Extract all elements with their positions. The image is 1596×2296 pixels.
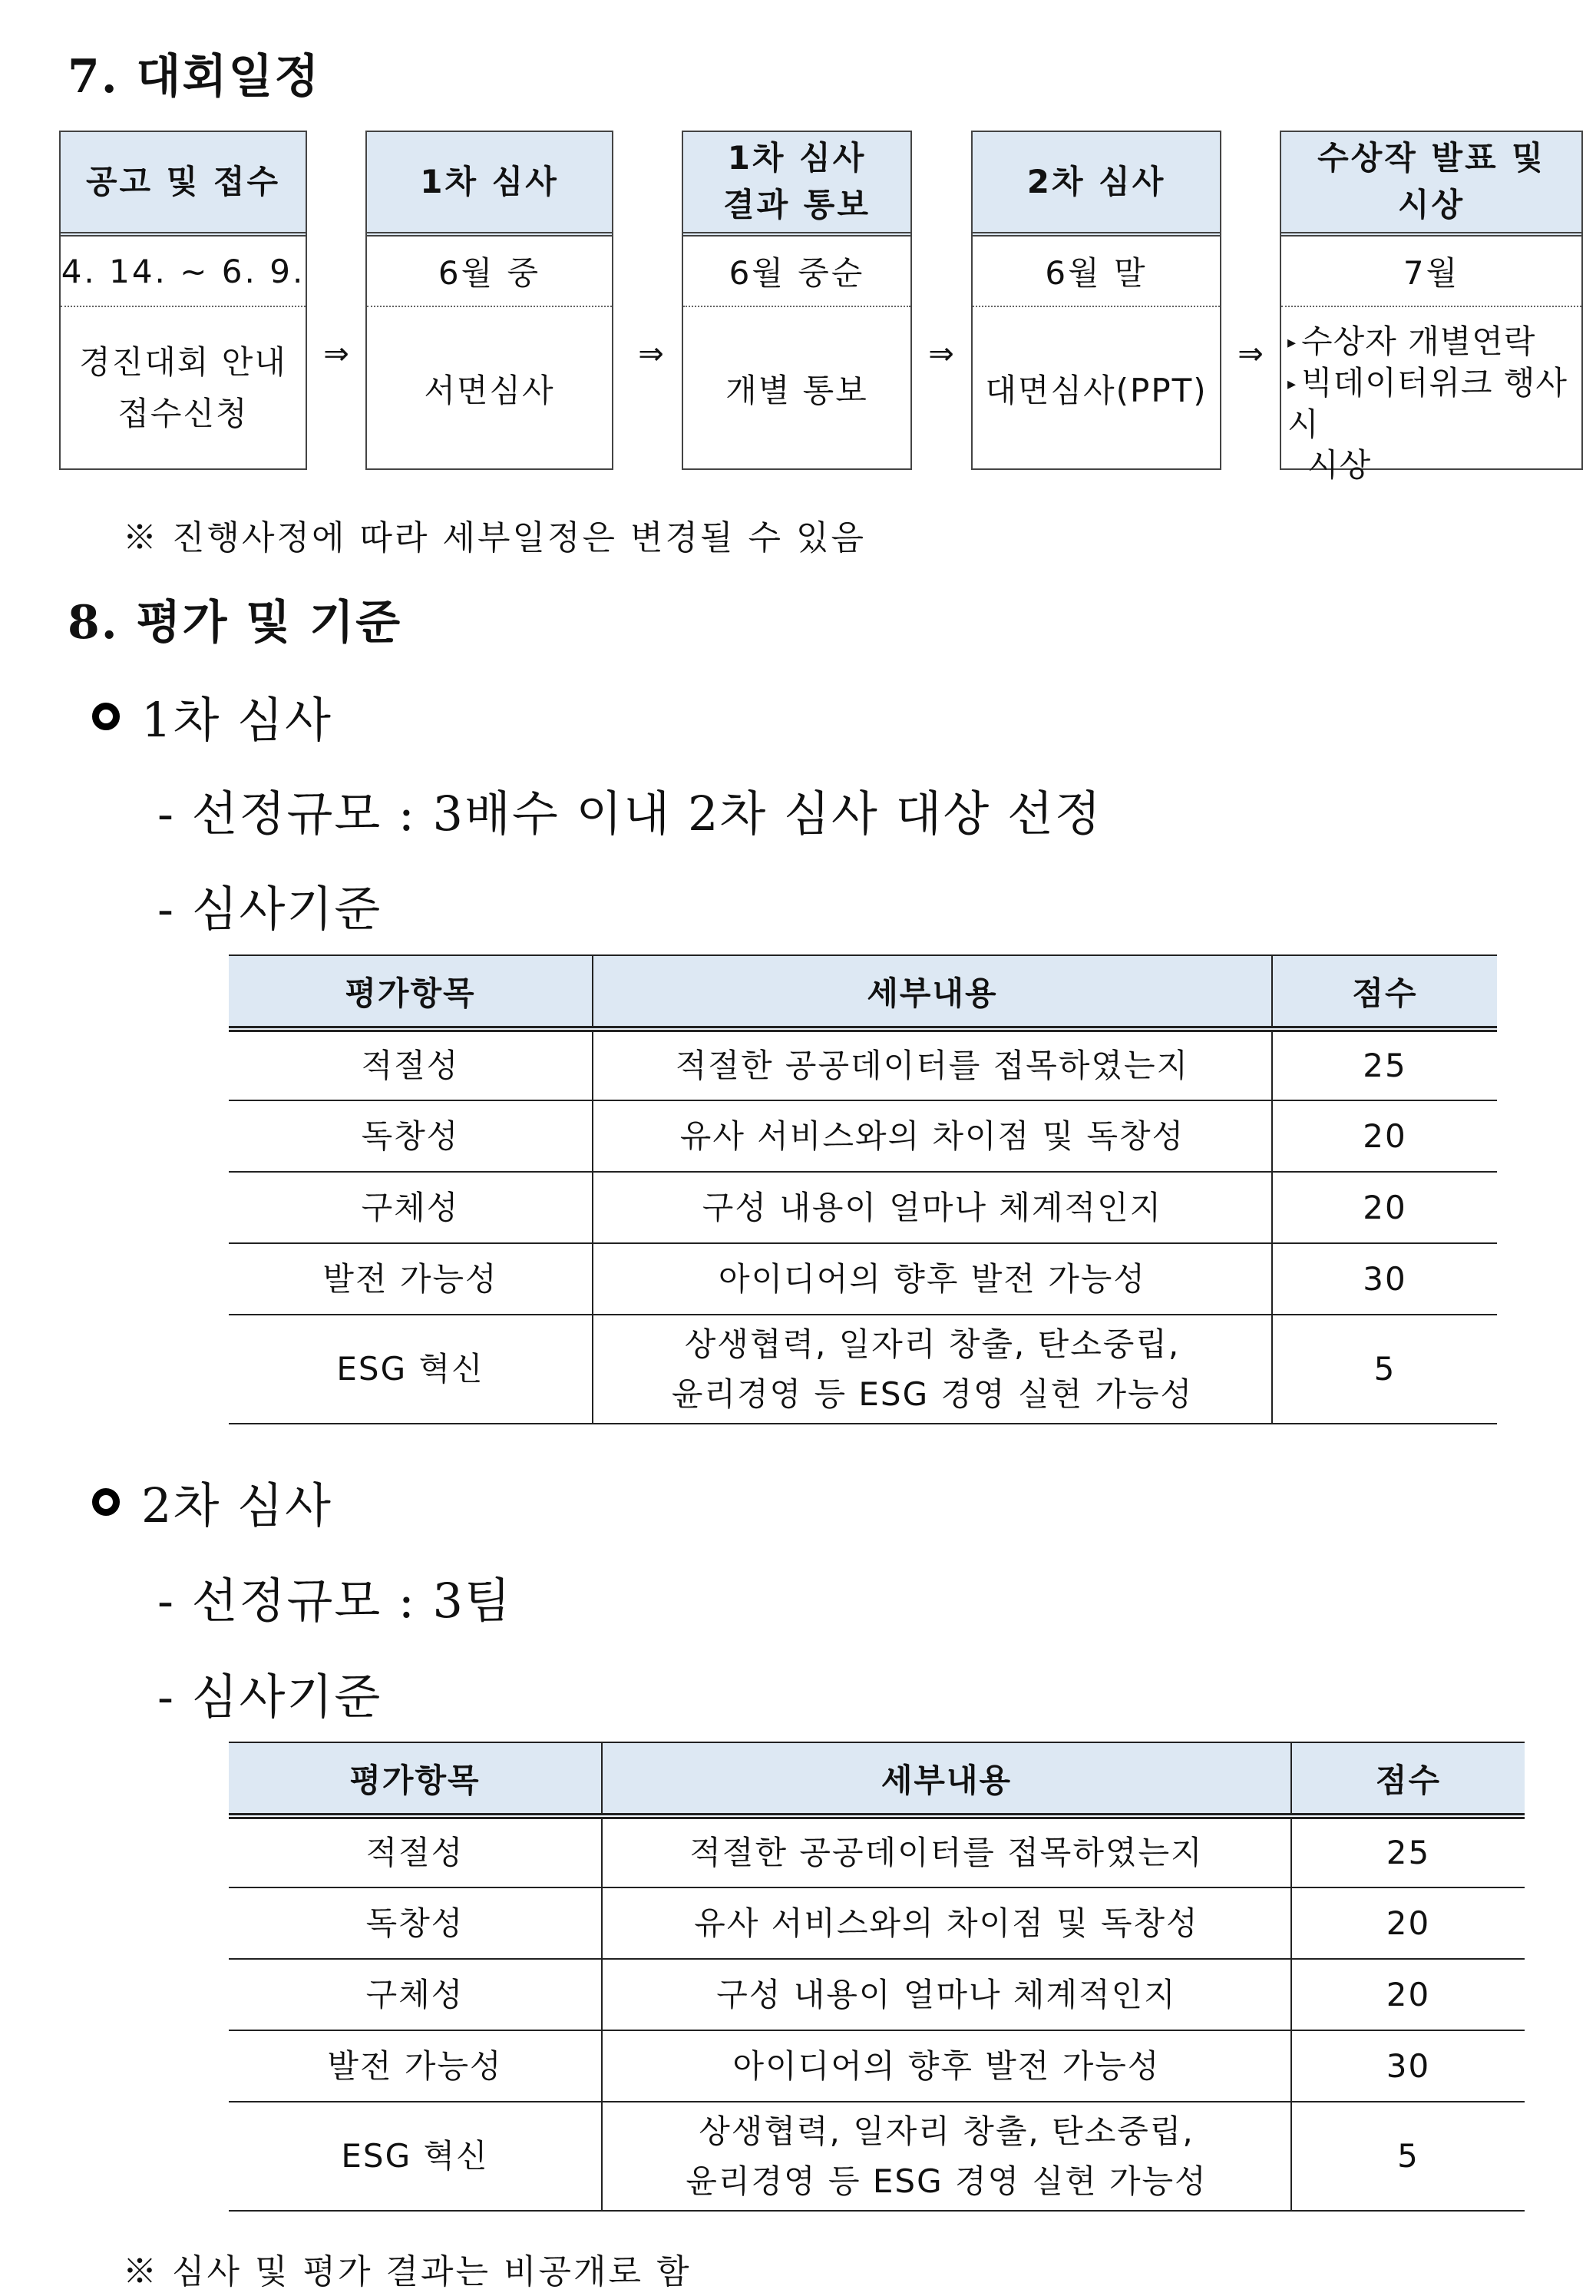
stage-title-line: 1차 심사 [727, 139, 867, 177]
circle-bullet-icon [92, 1488, 120, 1516]
flow-arrow: ⇒ [323, 336, 349, 372]
cell-detail-line: 윤리경영 등 ESG 경영 실현 가능성 [686, 2162, 1208, 2200]
cell-score: 20 [1291, 1959, 1525, 2030]
stage-title: 1차 심사 [367, 132, 612, 237]
cell-item: 구체성 [229, 1172, 593, 1243]
flow-arrow: ⇒ [638, 336, 664, 372]
header-item: 평가항목 [229, 955, 593, 1029]
cell-detail: 적절한 공공데이터를 접목하였는지 [593, 1029, 1272, 1100]
cell-score: 25 [1291, 1816, 1525, 1887]
table-row [229, 1172, 1497, 1243]
cell-item: 적절성 [229, 1029, 593, 1100]
cell-item: 발전 가능성 [229, 1243, 593, 1315]
cell-detail-line: 상생협력, 일자리 창출, 탄소중립, [684, 1325, 1181, 1363]
triangle-bullet-icon: ▸ [1287, 333, 1297, 353]
cell-item: 적절성 [229, 1816, 602, 1887]
round1-scale: - 선정규모 : 3배수 이내 2차 심사 대상 선정 [157, 786, 1102, 842]
cell-score: 25 [1272, 1029, 1497, 1100]
cell-score: 20 [1272, 1172, 1497, 1243]
circle-bullet-icon [92, 703, 120, 730]
header-score: 점수 [1291, 1742, 1525, 1816]
header-score: 점수 [1272, 955, 1497, 1029]
stage-detail: 서면심사 [424, 372, 555, 410]
schedule-stage-round2 [971, 131, 1221, 470]
stage-date: 4. 14. ~ 6. 9. [61, 237, 306, 307]
round2-criteria-table [229, 1742, 1525, 2212]
cell-detail-line: 상생협력, 일자리 창출, 탄소중립, [699, 2112, 1195, 2150]
bullet-text: 시상 [1307, 446, 1372, 485]
round1-heading [92, 682, 332, 750]
table-row [229, 1100, 1497, 1172]
stage-detail-line: 접수신청 [117, 395, 249, 432]
stage-title-line: 수상작 발표 및 [1317, 139, 1545, 177]
cell-item: ESG 혁신 [229, 2102, 602, 2211]
table-row [229, 1816, 1525, 1887]
cell-detail-line: 윤리경영 등 ESG 경영 실현 가능성 [671, 1375, 1194, 1413]
cell-score: 20 [1272, 1100, 1497, 1172]
table-row [229, 1959, 1525, 2030]
round2-criteria-label: - 심사기준 [157, 1669, 382, 1725]
flow-arrow: ⇒ [1237, 336, 1264, 372]
cell-detail: 유사 서비스와의 차이점 및 독창성 [602, 1887, 1291, 1959]
cell-detail: 적절한 공공데이터를 접목하였는지 [602, 1816, 1291, 1887]
stage-date: 7월 [1281, 237, 1581, 307]
round1-heading-text: 1차 심사 [141, 692, 332, 748]
table-header-row [229, 955, 1497, 1029]
cell-score: 5 [1272, 1315, 1497, 1424]
cell-item: 독창성 [229, 1887, 602, 1959]
stage-detail [61, 307, 306, 468]
schedule-stage-announce [59, 131, 307, 470]
table-row [229, 2030, 1525, 2102]
table-row [229, 1887, 1525, 1959]
schedule-stage-award [1280, 131, 1583, 485]
section-8-title: 8. 평가 및 기준 [68, 596, 402, 650]
cell-detail: 아이디어의 향후 발전 가능성 [602, 2030, 1291, 2102]
round1-criteria-table [229, 954, 1497, 1424]
header-detail: 세부내용 [602, 1742, 1291, 1816]
schedule-stage-round1-result [682, 131, 912, 470]
cell-detail [593, 1315, 1272, 1424]
bullet-text: 빅데이터위크 행사 시 [1287, 363, 1568, 443]
stage-title-line: 결과 통보 [723, 186, 871, 223]
stage-bullets [1281, 307, 1581, 485]
header-detail: 세부내용 [593, 955, 1272, 1029]
round2-heading-text: 2차 심사 [141, 1477, 332, 1533]
cell-detail [602, 2102, 1291, 2211]
table-header-row [229, 1742, 1525, 1816]
stage-detail-line: 경진대회 안내 [79, 342, 287, 381]
stage-title-line: 시상 [1397, 186, 1465, 223]
round1-criteria-label: - 심사기준 [157, 881, 382, 937]
stage-detail: 개별 통보 [725, 372, 868, 410]
table-row [229, 1029, 1497, 1100]
stage-title [1281, 132, 1581, 237]
cell-score: 5 [1291, 2102, 1525, 2211]
cell-item: 발전 가능성 [229, 2030, 602, 2102]
stage-date: 6월 중 [367, 237, 612, 307]
table-row [229, 1243, 1497, 1315]
round2-scale: - 선정규모 : 3팀 [157, 1573, 512, 1629]
cell-score: 30 [1291, 2030, 1525, 2102]
section-7-title: 7. 대회일정 [68, 50, 321, 104]
cell-detail: 구성 내용이 얼마나 체계적인지 [593, 1172, 1272, 1243]
round2-heading [92, 1467, 332, 1536]
cell-detail: 유사 서비스와의 차이점 및 독창성 [593, 1100, 1272, 1172]
schedule-note: ※ 진행사정에 따라 세부일정은 변경될 수 있음 [123, 518, 866, 557]
stage-date: 6월 말 [973, 237, 1220, 307]
evaluation-note: ※ 심사 및 평가 결과는 비공개로 함 [123, 2252, 692, 2291]
bullet-item [1287, 362, 1581, 445]
bullet-item [1287, 445, 1371, 486]
stage-title: 2차 심사 [973, 132, 1220, 237]
cell-detail: 구성 내용이 얼마나 체계적인지 [602, 1959, 1291, 2030]
cell-score: 20 [1291, 1887, 1525, 1959]
bullet-text: 수상자 개별연락 [1301, 323, 1536, 360]
stage-date: 6월 중순 [683, 237, 910, 307]
table-row [229, 1315, 1497, 1424]
stage-title: 공고 및 접수 [61, 132, 306, 237]
cell-detail: 아이디어의 향후 발전 가능성 [593, 1243, 1272, 1315]
cell-item: 구체성 [229, 1959, 602, 2030]
cell-item: ESG 혁신 [229, 1315, 593, 1424]
stage-title [683, 132, 910, 237]
table-row [229, 2102, 1525, 2211]
stage-detail: 대면심사(PPT) [985, 372, 1208, 410]
cell-score: 30 [1272, 1243, 1497, 1315]
schedule-stage-round1 [365, 131, 613, 470]
cell-item: 독창성 [229, 1100, 593, 1172]
header-item: 평가항목 [229, 1742, 602, 1816]
flow-arrow: ⇒ [928, 336, 954, 372]
bullet-item [1287, 321, 1535, 362]
triangle-bullet-icon: ▸ [1287, 375, 1297, 395]
